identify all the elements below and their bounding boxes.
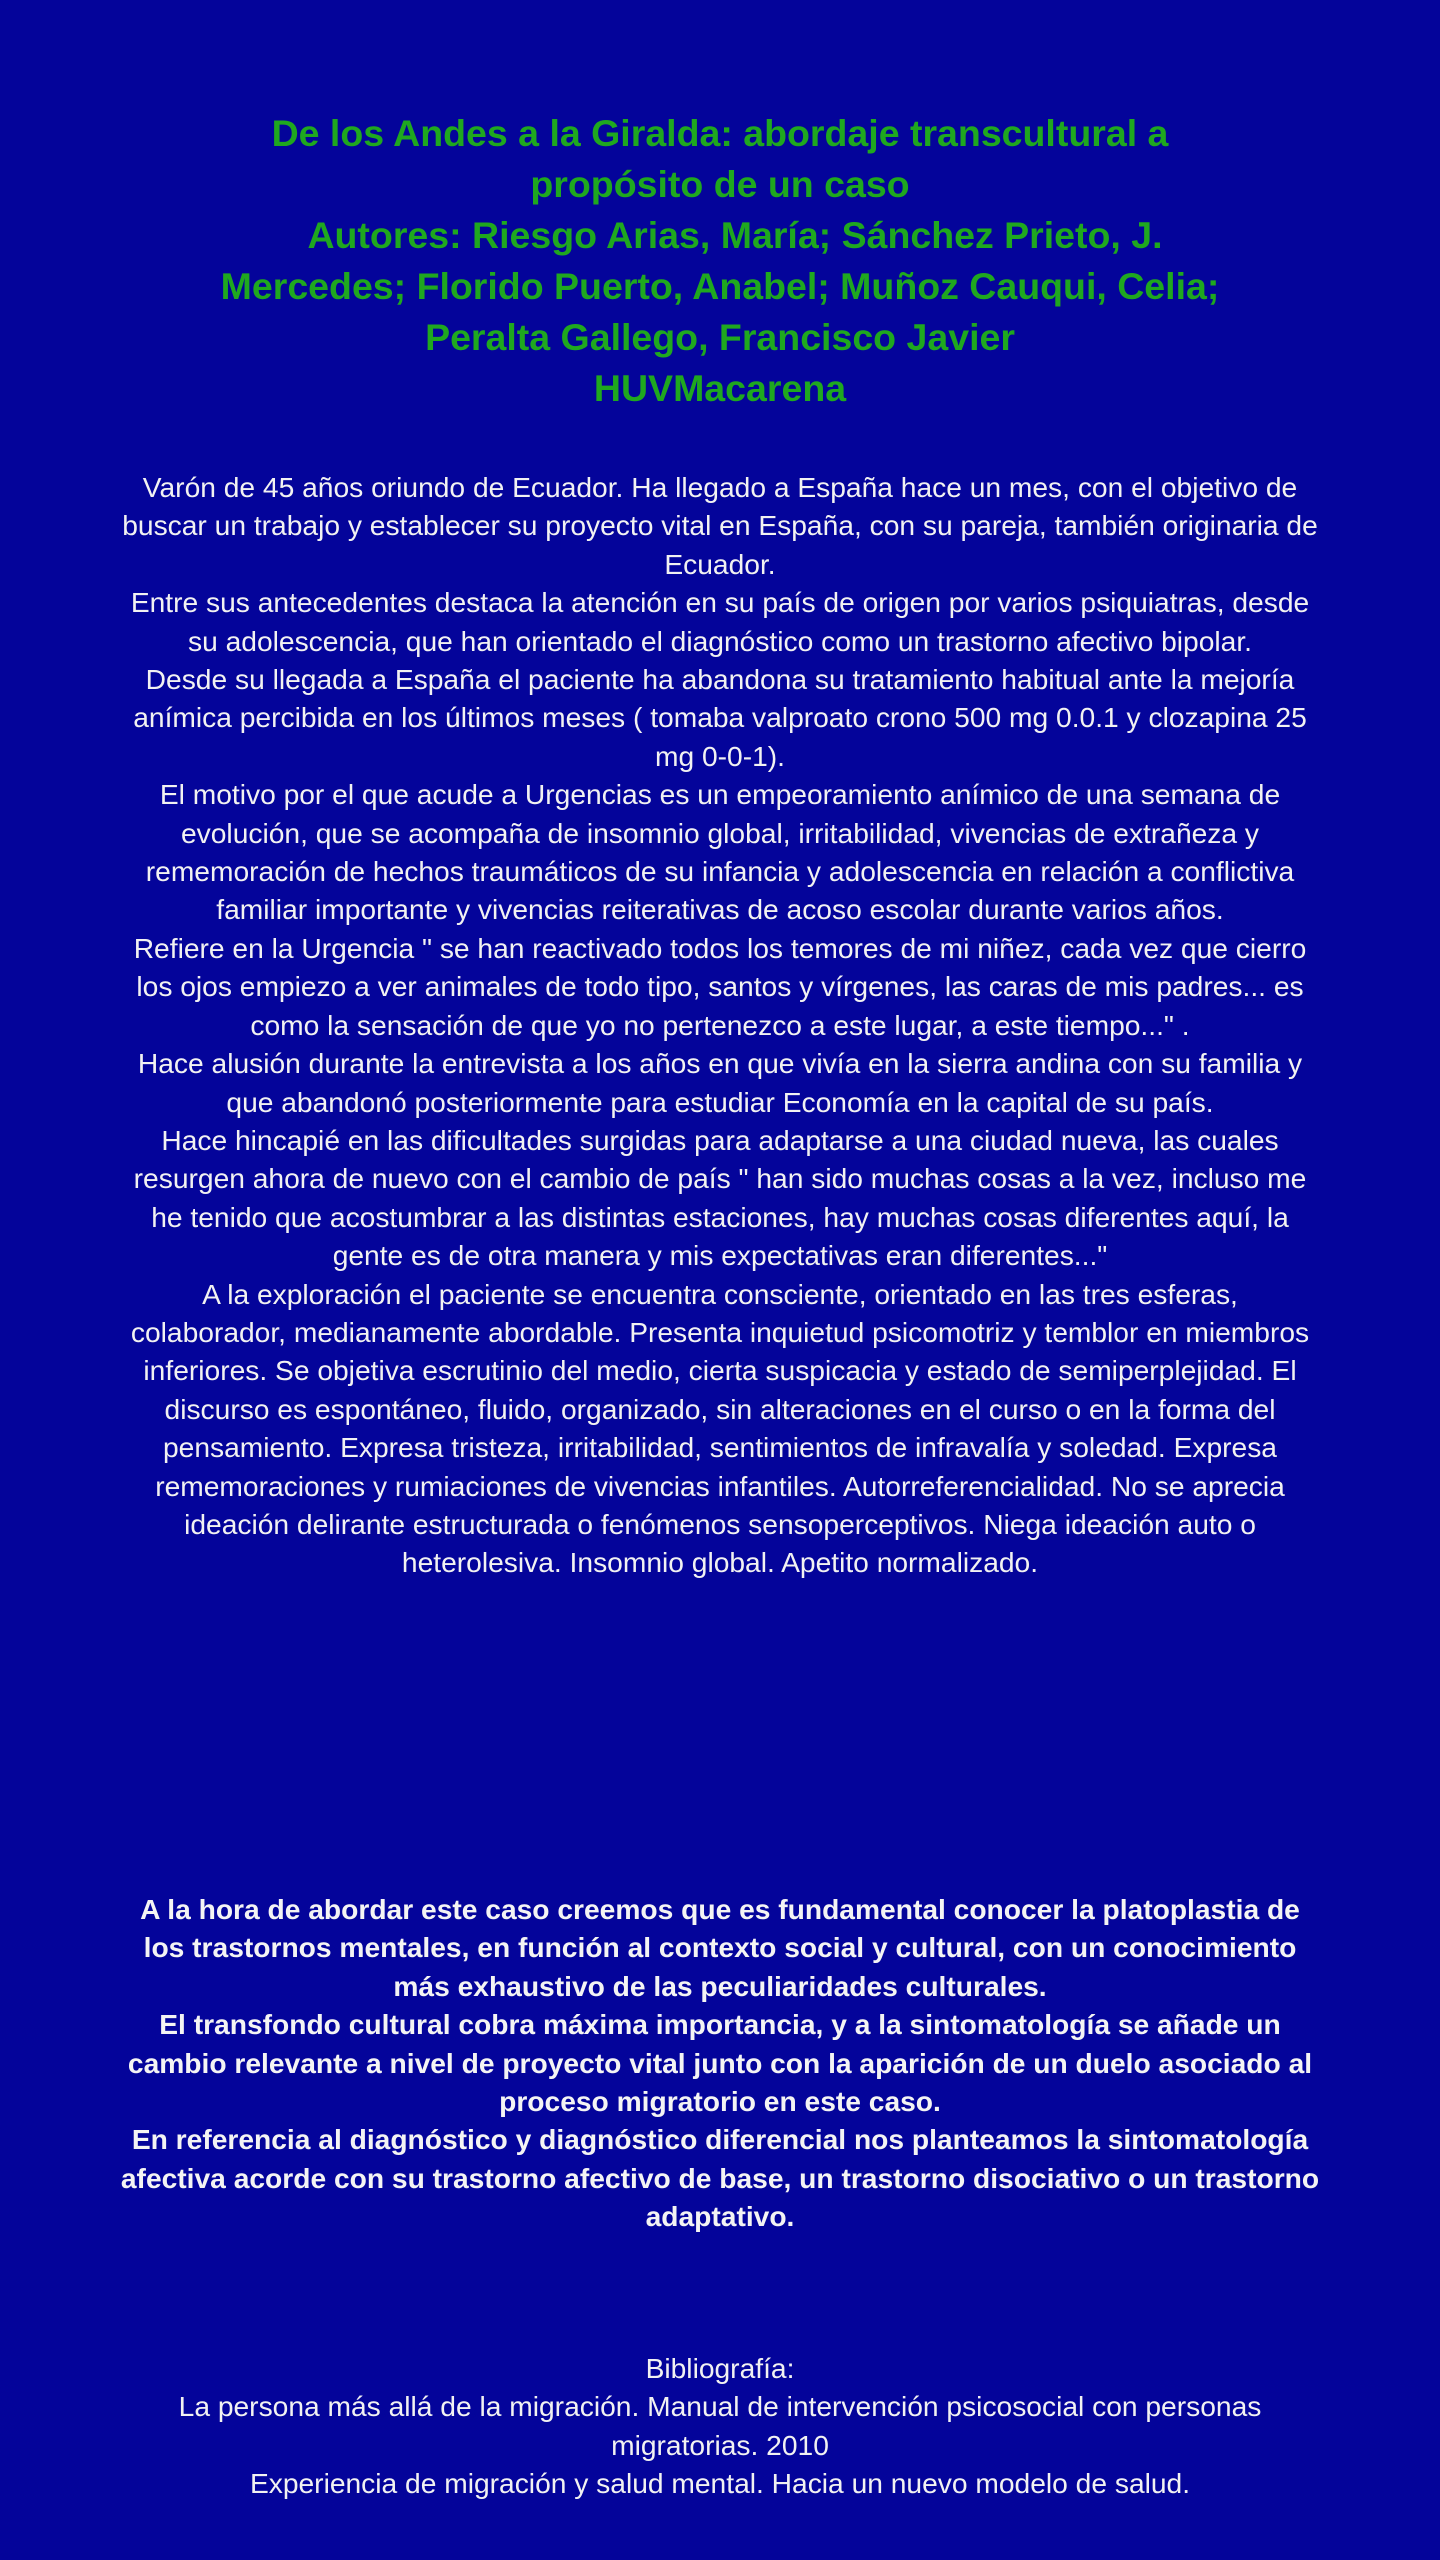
- case-paragraph: A la exploración el paciente se encuentra consciente, orientado en las tres esferas, colaborador, medianamente abordable. Presenta inquietud psicomotriz y temblor en miembros inferiores. Se objetiva escrutinio del medio, cierta suspicacia y estado de semiperplejidad. El discurso es espontáneo, fluido, organizado, sin alteraciones en el curso o en la forma del pensamiento. Expresa tristeza, irritabilidad, sentimientos de infravalía y soledad. Expresa rememoraciones y rumiaciones de vivencias infantiles. Autorreferencialidad. No se aprecia ideación delirante estructurada o fenómenos sensoperceptivos. Niega ideación auto o heterolesiva. Insomnio global. Apetito normalizado.: [130, 1277, 1310, 1579]
- discussion: [120, 1890, 1320, 2236]
- case-paragraph: Refiere en la Urgencia " se han reactivado todos los temores de mi niñez, cada vez que cierro los ojos empiezo a ver animales de todo tipo, santos y vírgenes, las caras de mis padres... es como la sensación de que yo no pertenezco a este lugar, a este tiempo..." .: [133, 931, 1307, 1041]
- authors-line-1: Autores: Riesgo Arias, María; Sánchez Prieto, J.: [307, 214, 1163, 256]
- case-paragraph: Hace hincapié en las dificultades surgidas para adaptarse a una ciudad nueva, las cuales resurgen ahora de nuevo con el cambio de país " han sido muchas cosas a la vez, incluso me he tenido que acostumbrar a las distintas estaciones, hay muchas cosas diferentes aquí, la gente es de otra manera y mis expectativas eran diferentes...": [133, 1123, 1307, 1272]
- discussion-paragraph: El transfondo cultural cobra máxima importancia, y a la sintomatología se añade un cambio relevante a nivel de proyecto vital junto con la aparición de un duelo asociado al proceso migratorio en este caso.: [127, 2008, 1313, 2118]
- case-paragraph: Entre sus antecedentes destaca la atención en su país de origen por varios psiquiatras, desde su adolescencia, que han orientado el diagnóstico como un trastorno afectivo bipolar.: [130, 586, 1310, 657]
- case-paragraph: Hace alusión durante la entrevista a los años en que vivía en la sierra andina con su familia y que abandonó posteriormente para estudiar Economía en la capital de su país.: [137, 1047, 1303, 1118]
- title-block: [120, 108, 1320, 414]
- case-paragraph: El motivo por el que acude a Urgencias es un empeoramiento anímico de una semana de evolución, que se acompaña de insomnio global, irritabilidad, vivencias de extrañeza y rememoración de hechos traumáticos de su infancia y adolescencia en relación a conflictiva familiar importante y vivencias reiterativas de acoso escolar durante varios años.: [145, 778, 1295, 926]
- authors-line-3: Peralta Gallego, Francisco Javier: [425, 316, 1015, 358]
- institution: HUVMacarena: [593, 367, 847, 409]
- title-line-1: De los Andes a la Giralda: abordaje transcultural a: [271, 112, 1169, 154]
- bibliography-entry: La persona más allá de la migración. Manual de intervención psicosocial con personas migratorias. 2010: [178, 2390, 1262, 2461]
- discussion-paragraph: En referencia al diagnóstico y diagnóstico diferencial nos planteamos la sintomatología afectiva acorde con su trastorno afectivo de base, un trastorno disociativo o un trastorno adaptativo.: [120, 2123, 1320, 2233]
- case-paragraph: Varón de 45 años oriundo de Ecuador. Ha llegado a España hace un mes, con el objetivo de buscar un trabajo y establecer su proyecto vital en España, con su pareja, también originaria de Ecuador.: [122, 471, 1318, 580]
- title-line-2: propósito de un caso: [530, 163, 910, 205]
- case-description: [122, 468, 1318, 1582]
- bibliography: [120, 2349, 1320, 2503]
- case-paragraph: Desde su llegada a España el paciente ha abandona su tratamiento habitual ante la mejoría anímica percibida en los últimos meses ( tomaba valproato crono 500 mg 0.0.1 y clozapina 25 mg 0-0-1).: [133, 663, 1307, 772]
- discussion-paragraph: A la hora de abordar este caso creemos que es fundamental conocer la platoplastia de los trastornos mentales, en función al contexto social y cultural, con un conocimiento más exhaustivo de las peculiaridades culturales.: [140, 1893, 1300, 2002]
- bibliography-entry: Experiencia de migración y salud mental. Hacia un nuevo modelo de salud.: [249, 2467, 1191, 2500]
- bibliography-heading: Bibliografía:: [645, 2352, 795, 2384]
- authors-line-2: Mercedes; Florido Puerto, Anabel; Muñoz Cauqui, Celia;: [220, 265, 1220, 307]
